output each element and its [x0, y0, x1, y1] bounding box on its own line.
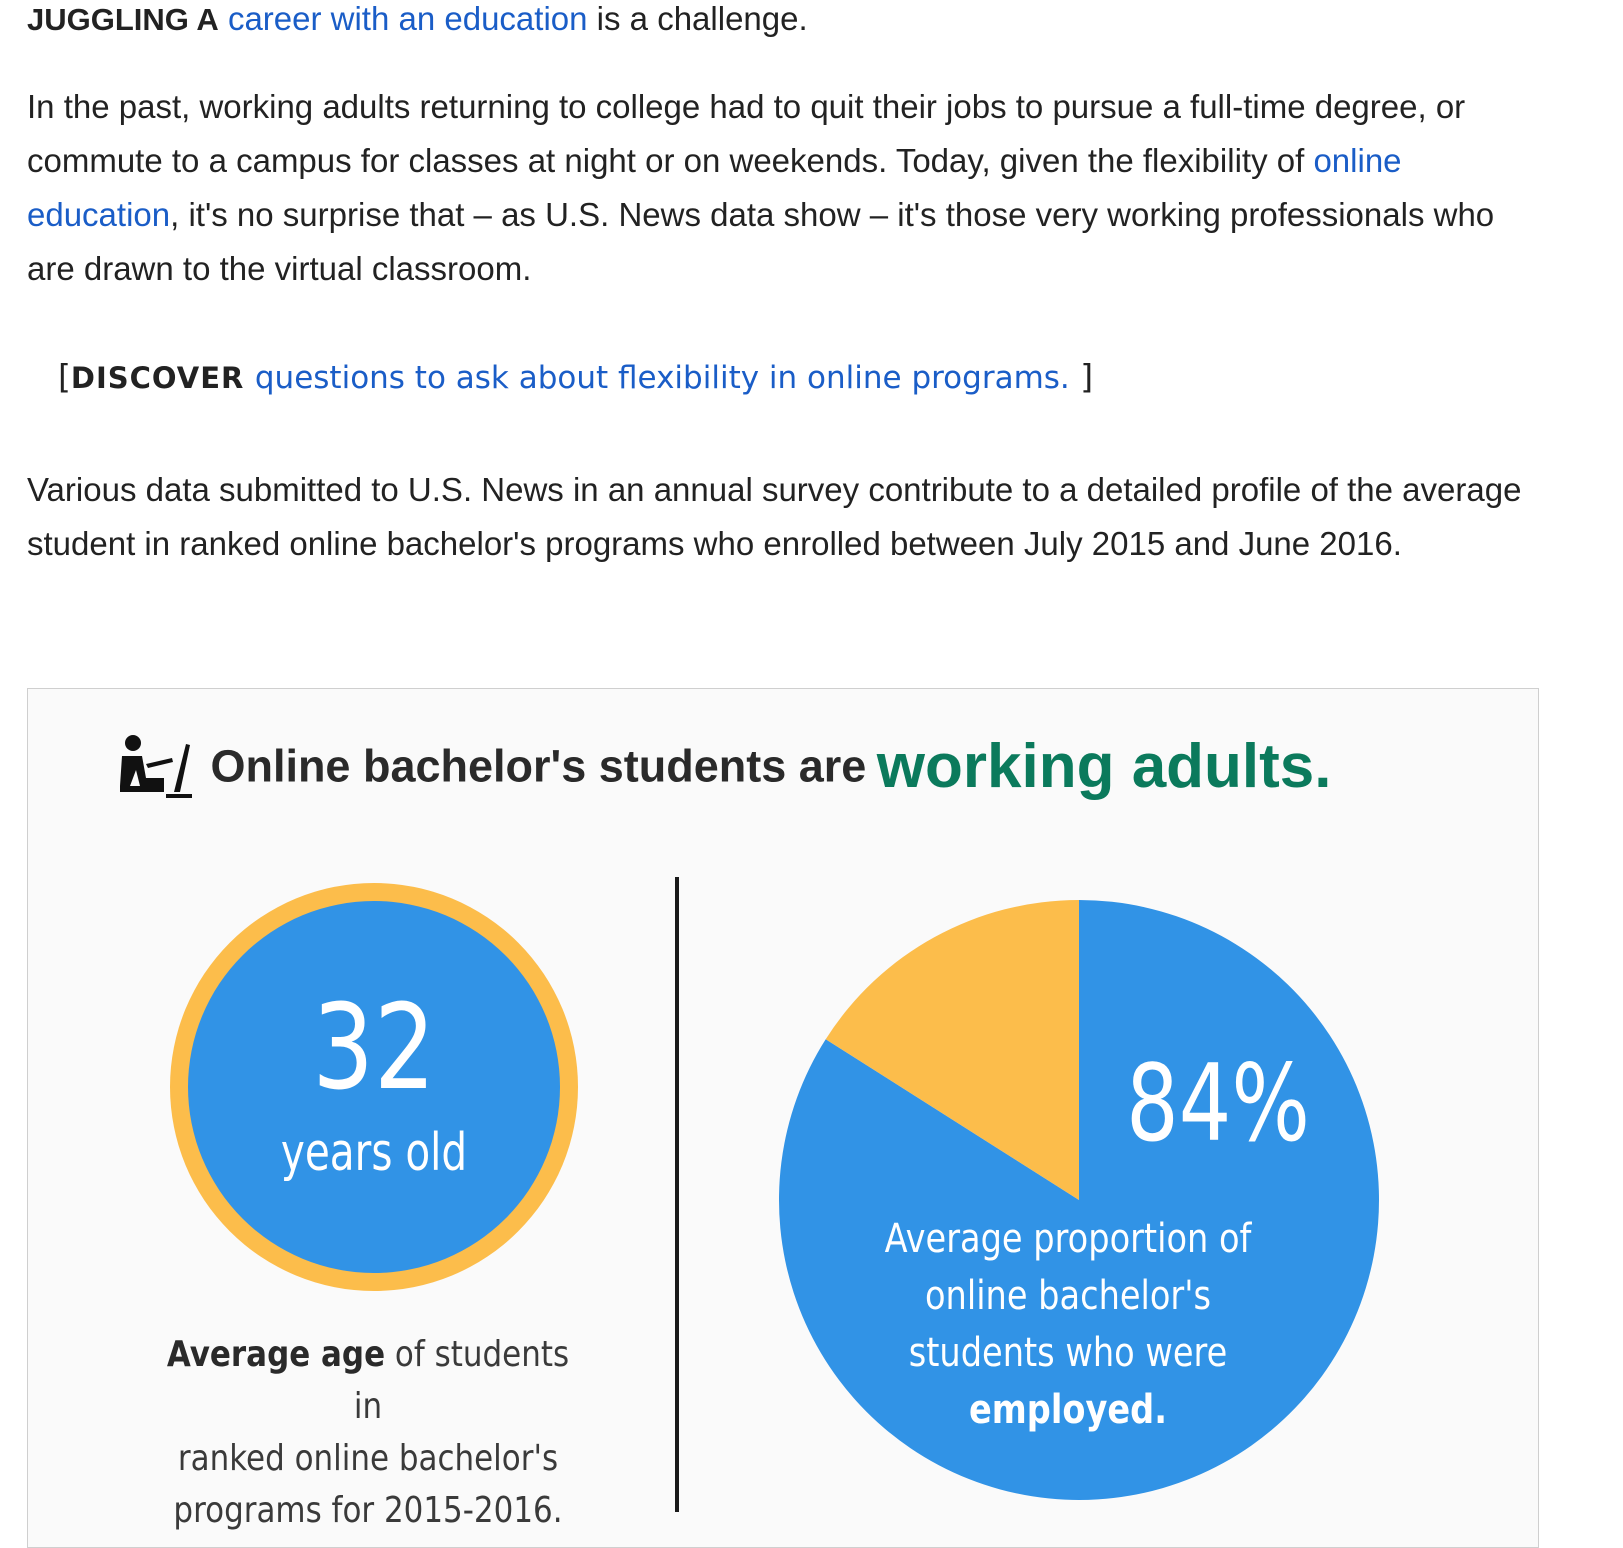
average-age-caption-line1: of students in	[353, 1334, 570, 1427]
discover-label: DISCOVER	[70, 361, 245, 395]
average-age-unit: years old	[280, 1123, 468, 1183]
employed-caption-line2: online bachelor's	[925, 1273, 1211, 1319]
paragraph-past-text-end: , it's no surprise that – as U.S. News data show – it's those very working professionals who are drawn to the virtual classroom.	[27, 196, 1495, 287]
discover-open-bracket: [	[58, 357, 71, 396]
average-age-caption-bold: Average age	[166, 1334, 386, 1375]
lead-caps: JUGGLING A	[27, 2, 219, 37]
online-education-link[interactable]: online education	[27, 142, 1402, 233]
discover-callout	[58, 357, 1093, 398]
discover-close-bracket: ]	[1080, 357, 1094, 396]
infographic-title	[116, 731, 1332, 802]
student-at-desk-icon	[116, 734, 196, 800]
employed-percentage-label: 84%	[1126, 1042, 1310, 1165]
age-badge	[170, 883, 578, 1291]
lead-tail: is a challenge.	[596, 0, 808, 37]
age-badge-core	[188, 901, 560, 1273]
career-education-link[interactable]: career with an education	[227, 0, 588, 37]
paragraph-past	[27, 80, 1547, 296]
employed-caption-line3: students who were	[908, 1330, 1228, 1376]
average-age-value: 32	[312, 978, 436, 1116]
average-age-caption-line2: ranked online bachelor's	[177, 1438, 559, 1479]
employed-caption-bold: employed.	[969, 1387, 1167, 1433]
employed-caption	[866, 1211, 1269, 1439]
average-age-caption-line3: programs for 2015-2016.	[173, 1490, 563, 1531]
paragraph-survey: Various data submitted to U.S. News in an annual survey contribute to a detailed profile of the average student in ranked online bachelor's programs who enrolled between July 2015 and June 2016.	[27, 471, 1522, 562]
infographic-title-accent: working adults.	[876, 732, 1332, 801]
vertical-divider	[675, 877, 679, 1512]
employed-caption-line1: Average proportion of	[884, 1216, 1252, 1262]
paragraph-past-text: In the past, working adults returning to college had to quit their jobs to pursue a full-time degree, or commute to a campus for classes at night or on weekends. Today, given the flexibility of	[27, 88, 1466, 179]
discover-link[interactable]: questions to ask about flexibility in online programs.	[254, 360, 1070, 396]
average-age-caption	[162, 1329, 575, 1537]
infographic	[27, 688, 1539, 1548]
infographic-title-plain: Online bachelor's students are	[210, 740, 867, 792]
lead-sentence	[27, 0, 808, 40]
